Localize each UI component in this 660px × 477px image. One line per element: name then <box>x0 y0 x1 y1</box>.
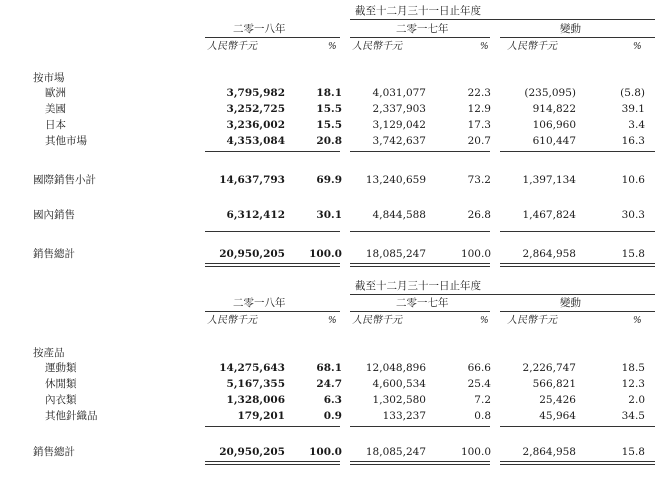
row-label: 其他針織品 <box>45 410 98 422</box>
rule-change <box>500 231 655 232</box>
pct-2018: % <box>328 42 337 52</box>
pct-2017: 25.4 <box>467 378 491 390</box>
pct-2018: 69.9 <box>316 174 342 186</box>
pct-2018: 18.1 <box>316 87 342 99</box>
pct-2018: 24.7 <box>316 378 342 390</box>
value-2017: 3,742,637 <box>372 135 426 147</box>
row-label: 國內銷售 <box>33 209 75 221</box>
value-change: (235,095) <box>524 87 576 99</box>
value-change: 610,447 <box>532 135 576 147</box>
rule-2017 <box>350 151 490 152</box>
rule-2018 <box>205 426 340 427</box>
pct-2017: 17.3 <box>467 119 491 131</box>
rule-2018 <box>205 231 340 232</box>
unit-2018: 人民幣千元 <box>207 41 257 52</box>
row-label: 日本 <box>45 119 66 131</box>
row-label: 銷售總計 <box>33 446 75 458</box>
pct-2017: 73.2 <box>467 174 491 186</box>
double-rule-2018 <box>205 263 340 267</box>
pct-2017: 0.8 <box>474 410 491 422</box>
value-2017: 4,031,077 <box>372 87 426 99</box>
row-label: 運動類 <box>45 362 77 374</box>
value-change: 566,821 <box>532 378 576 390</box>
year-2018-rule <box>205 37 340 38</box>
unit-2017: 人民幣千元 <box>352 41 402 52</box>
value-2018: 14,637,793 <box>219 174 285 186</box>
pct-change: % <box>633 42 642 52</box>
pct-change: 2.0 <box>628 394 645 406</box>
pct-change: 18.5 <box>621 362 645 374</box>
pct-2017: 7.2 <box>474 394 491 406</box>
value-2017: 12,048,896 <box>365 362 426 374</box>
year-2018-header: 二零一八年 <box>233 23 286 35</box>
year-2018-rule <box>205 311 340 312</box>
value-change: 45,964 <box>539 410 576 422</box>
value-2017: 4,844,588 <box>372 209 426 221</box>
pct-2018: % <box>328 316 337 326</box>
row-label: 內衣類 <box>45 394 77 406</box>
pct-change: 10.6 <box>621 174 645 186</box>
period-rule <box>350 294 655 295</box>
value-change: 1,397,134 <box>522 174 576 186</box>
unit-change: 人民幣千元 <box>507 41 557 52</box>
pct-2017: 22.3 <box>467 87 491 99</box>
double-rule-2017 <box>350 461 490 465</box>
value-change: 1,467,824 <box>522 209 576 221</box>
pct-change: 34.5 <box>621 410 645 422</box>
value-2017: 3,129,042 <box>372 119 426 131</box>
change-rule <box>500 311 655 312</box>
pct-2018: 15.5 <box>316 119 342 131</box>
value-2018: 179,201 <box>237 410 285 422</box>
row-label: 歐洲 <box>45 87 66 99</box>
row-label: 休閒類 <box>45 378 77 390</box>
value-2018: 4,353,084 <box>226 135 285 147</box>
change-header: 變動 <box>560 297 581 309</box>
pct-2017: 100.0 <box>460 248 491 260</box>
value-2017: 133,237 <box>382 410 426 422</box>
value-2017: 13,240,659 <box>365 174 426 186</box>
period-header: 截至十二月三十一日止年度 <box>355 5 481 17</box>
rule-change <box>500 426 655 427</box>
pct-change: 16.3 <box>621 135 645 147</box>
pct-change: 30.3 <box>621 209 645 221</box>
value-change: 2,226,747 <box>522 362 576 374</box>
double-rule-change <box>500 263 655 267</box>
year-2017-header: 二零一七年 <box>396 297 449 309</box>
pct-2017: 12.9 <box>467 103 491 115</box>
year-2017-rule <box>350 311 490 312</box>
rule-2017 <box>350 426 490 427</box>
period-rule <box>350 19 655 20</box>
pct-2018: 68.1 <box>316 362 342 374</box>
pct-2017: 66.6 <box>467 362 491 374</box>
pct-2017: 26.8 <box>467 209 491 221</box>
pct-change: 39.1 <box>621 103 645 115</box>
pct-2018: 100.0 <box>309 446 342 458</box>
value-2018: 3,252,725 <box>226 103 285 115</box>
pct-2018: 15.5 <box>316 103 342 115</box>
value-2018: 3,795,982 <box>226 87 285 99</box>
year-2017-rule <box>350 37 490 38</box>
value-change: 106,960 <box>532 119 576 131</box>
group-label-market: 按市場 <box>33 72 65 84</box>
pct-change: % <box>633 316 642 326</box>
unit-change: 人民幣千元 <box>507 315 557 326</box>
pct-change: 3.4 <box>628 119 645 131</box>
pct-2017: % <box>480 316 489 326</box>
row-label: 其他市場 <box>45 135 87 147</box>
pct-2017: % <box>480 42 489 52</box>
pct-change: 15.8 <box>621 248 645 260</box>
value-2018: 14,275,643 <box>219 362 285 374</box>
row-label: 銷售總計 <box>33 248 75 260</box>
rule-2018 <box>205 151 340 152</box>
pct-change: 15.8 <box>621 446 645 458</box>
year-2017-header: 二零一七年 <box>396 23 449 35</box>
unit-2018: 人民幣千元 <box>207 315 257 326</box>
double-rule-2017 <box>350 263 490 267</box>
value-2017: 18,085,247 <box>365 248 426 260</box>
pct-change: (5.8) <box>620 87 645 99</box>
pct-2018: 6.3 <box>323 394 342 406</box>
value-2017: 2,337,903 <box>372 103 426 115</box>
unit-2017: 人民幣千元 <box>352 315 402 326</box>
value-2018: 20,950,205 <box>219 248 285 260</box>
pct-change: 12.3 <box>621 378 645 390</box>
change-rule <box>500 37 655 38</box>
value-change: 2,864,958 <box>522 446 576 458</box>
double-rule-change <box>500 461 655 465</box>
value-change: 914,822 <box>532 103 576 115</box>
value-change: 25,426 <box>539 394 576 406</box>
double-rule-2018 <box>205 461 340 465</box>
rule-2017 <box>350 231 490 232</box>
value-2017: 1,302,580 <box>372 394 426 406</box>
value-2017: 4,600,534 <box>372 378 426 390</box>
value-2018: 3,236,002 <box>226 119 285 131</box>
value-2018: 6,312,412 <box>226 209 285 221</box>
value-change: 2,864,958 <box>522 248 576 260</box>
pct-2017: 100.0 <box>460 446 491 458</box>
value-2018: 20,950,205 <box>219 446 285 458</box>
value-2018: 5,167,355 <box>226 378 285 390</box>
year-2018-header: 二零一八年 <box>233 297 286 309</box>
pct-2018: 100.0 <box>309 248 342 260</box>
pct-2018: 20.8 <box>316 135 342 147</box>
pct-2018: 30.1 <box>316 209 342 221</box>
pct-2018: 0.9 <box>323 410 342 422</box>
pct-2017: 20.7 <box>467 135 491 147</box>
group-label-product: 按產品 <box>33 347 65 359</box>
row-label: 國際銷售小計 <box>33 174 96 186</box>
rule-change <box>500 151 655 152</box>
row-label: 美國 <box>45 103 66 115</box>
period-header: 截至十二月三十一日止年度 <box>355 280 481 292</box>
change-header: 變動 <box>560 23 581 35</box>
value-2018: 1,328,006 <box>226 394 285 406</box>
value-2017: 18,085,247 <box>365 446 426 458</box>
